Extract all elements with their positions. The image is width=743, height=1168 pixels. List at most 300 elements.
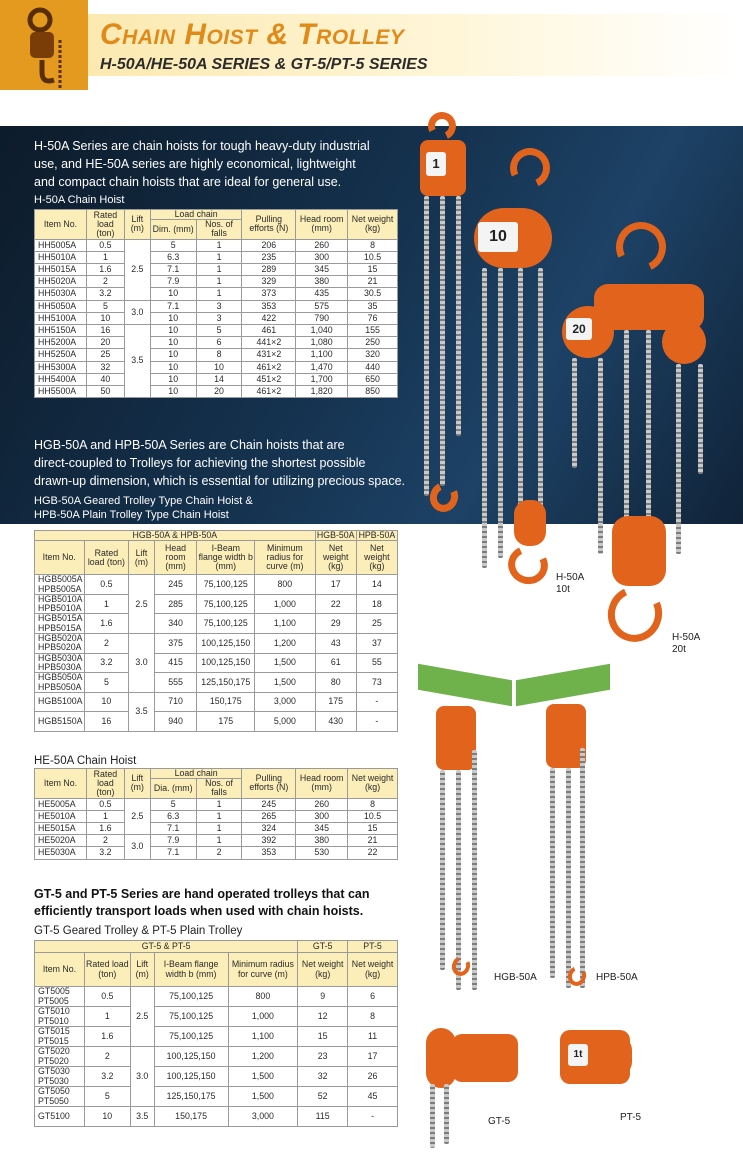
h50a-spec-table: Item No. Rated load (ton) Lift (m) Load chain Pulling efforts (N) Head room (mm) Net weight (kg) Dim. (mm) Nos. of falls HH5005A 0.5 2.5 5 1 206 260 8 HH5010A 1 6.3 1 235 300 10.5 HH5015A 1.6 7.1 1 289 345 15 HH5020A 2 7.9 1 329 380 21 HH5030A 3.2 10 1 373 435 30.5 HH5050A 5 3.0 7.1 3 353 575 35 HH5100A 10 10 3 422 790 76 HH5150A 16 3.5 10 5 461 1,040 155 HH5200A 20 10 6 441×2 1,080 250 HH5250A 25 10 8 431×2 1,100 320 HH5300A 32 10 10 461×2 1,470 440 HH5400A 40 10 14 451×2 1,700 650 HH5500A 50 10 20 461×2 1,820 850 [34, 209, 398, 398]
table-cell: 10 [84, 692, 129, 712]
table-cell: 17 [348, 1047, 398, 1067]
table-cell: 260 [296, 239, 348, 251]
table-cell: 245 [242, 798, 296, 810]
item-no-cell: HH5005A [35, 239, 87, 251]
table-cell: 15 [298, 1027, 348, 1047]
table-cell: 1 [196, 239, 242, 251]
table-cell: 1.6 [86, 264, 124, 276]
hand-chain [550, 768, 555, 978]
item-no-cell: HGB5050A HPB5050A [35, 673, 85, 693]
lift-cell: 2.5 [129, 575, 154, 634]
table-row [35, 373, 398, 385]
hoist-logo [0, 0, 88, 90]
item-no-cell: GT5015 PT5015 [35, 1027, 85, 1047]
table-cell: 10 [150, 385, 196, 397]
table-cell: 10.5 [348, 810, 398, 822]
table-cell: 2 [196, 847, 242, 859]
table-cell: 22 [315, 594, 356, 614]
table-cell: 375 [154, 634, 197, 654]
table-row [35, 264, 398, 276]
table-row [35, 349, 398, 361]
table-cell: 8 [348, 1007, 398, 1027]
table-row [35, 810, 398, 822]
table-cell: 575 [296, 300, 348, 312]
item-no-cell: GT5005 PT5005 [35, 987, 85, 1007]
table-cell: 150,175 [197, 692, 255, 712]
table-row [35, 594, 398, 614]
table-cell: 30.5 [348, 288, 398, 300]
table-cell: 265 [242, 810, 296, 822]
hook-icon [600, 578, 670, 649]
item-no-cell: HE5015A [35, 823, 87, 835]
table-row [35, 1027, 398, 1047]
table-cell: 10 [150, 337, 196, 349]
table-cell: 1 [196, 264, 242, 276]
table-cell: 1 [84, 1007, 130, 1027]
hand-chain [572, 358, 577, 468]
table-cell: 8 [348, 239, 398, 251]
table-cell: 10 [84, 1107, 130, 1127]
table3-caption: HE-50A Chain Hoist [34, 755, 137, 767]
table-cell: 175 [197, 712, 255, 732]
table-cell: 10 [150, 349, 196, 361]
table-cell: 461 [242, 325, 296, 337]
table-cell: 25 [356, 614, 397, 634]
item-no-cell: HGB5100A [35, 692, 85, 712]
table-cell: 235 [242, 251, 296, 263]
table-cell: 175 [315, 692, 356, 712]
hand-chain [498, 268, 503, 558]
table-cell: 18 [356, 594, 397, 614]
table-cell: 75,100,125 [154, 987, 228, 1007]
lift-cell: 3.5 [130, 1107, 154, 1127]
table-cell: 1,820 [296, 385, 348, 397]
table-cell: 1 [196, 276, 242, 288]
table-cell: 45 [348, 1087, 398, 1107]
table-row [35, 673, 398, 693]
item-no-cell: HH5030A [35, 288, 87, 300]
i-beam [516, 664, 610, 707]
load-chain [538, 268, 543, 508]
gt-pt-spec-table: GT-5 & PT-5 GT-5 PT-5 Item No. Rated load (ton) Lift (m) I-Beam flange width b (mm) Minimum radius for curve (m) Net weight (kg) Net weight (kg) GT5005 PT5005 0.5 2.5 75,100,125 800 9 6 GT5010 PT5010 1 75,100,125 1,000 12 8 GT5015 PT5015 1.6 75,100,125 1,100 15 11 GT5020 PT5020 2 3.0 100,125,150 1,200 23 17 GT5030 PT5030 3.2 100,125,150 1,500 32 26 GT5050 PT5050 5 125,150,175 1,500 52 45 GT5100 10 3.5 150,175 3,000 115 - [34, 940, 398, 1127]
item-no-cell: HH5050A [35, 300, 87, 312]
table-cell: 289 [242, 264, 296, 276]
table-cell: 50 [86, 385, 124, 397]
table-row [35, 653, 398, 673]
table-row [35, 1007, 398, 1027]
table-cell: 1,200 [228, 1047, 298, 1067]
table-cell: 1,000 [255, 594, 316, 614]
page-title: Chain Hoist & Trolley [100, 18, 405, 51]
table-cell: 1 [196, 798, 242, 810]
table-cell: 10 [196, 361, 242, 373]
table-cell: 7.1 [150, 264, 196, 276]
table-cell: 6.3 [150, 810, 196, 822]
table-row [35, 337, 398, 349]
hgb-label: HGB-50A [494, 972, 537, 983]
table-cell: 3 [196, 312, 242, 324]
table-cell: 76 [348, 312, 398, 324]
table-cell: 3.2 [84, 653, 129, 673]
table-row [35, 823, 398, 835]
table-row [35, 1087, 398, 1107]
capacity-plate: 20 [566, 318, 592, 340]
page-subtitle: H-50A/HE-50A SERIES & GT-5/PT-5 SERIES [100, 56, 428, 73]
table-cell: 415 [154, 653, 197, 673]
hoist-body [436, 706, 476, 770]
pt5-label: PT-5 [620, 1112, 642, 1123]
load-chain [472, 750, 477, 990]
table-cell: 380 [296, 276, 348, 288]
lift-cell: 3.5 [124, 325, 150, 398]
table-cell: 3 [196, 300, 242, 312]
h50a-10t-label: H-50A 10t [556, 572, 585, 595]
lift-cell: 3.0 [130, 1047, 154, 1107]
table-row [35, 239, 398, 251]
table-row [35, 325, 398, 337]
table-cell: 285 [154, 594, 197, 614]
table-cell: 530 [296, 847, 348, 859]
table-cell: 3,000 [255, 692, 316, 712]
table-cell: 1,700 [296, 373, 348, 385]
h50a-20t-label: H-50A 20t [672, 632, 701, 655]
table-cell: 1,500 [255, 653, 316, 673]
lift-cell: 3.0 [129, 634, 154, 693]
table-cell: 345 [296, 264, 348, 276]
table-cell: 850 [348, 385, 398, 397]
table-row [35, 312, 398, 324]
item-no-cell: HH5200A [35, 337, 87, 349]
item-no-cell: HGB5020A HPB5020A [35, 634, 85, 654]
gt5-label: GT-5 [488, 1116, 511, 1127]
table-cell: - [348, 1107, 398, 1127]
table-cell: 1 [196, 835, 242, 847]
table-cell: 2 [84, 634, 129, 654]
table-cell: 300 [296, 251, 348, 263]
table-row [35, 575, 398, 595]
table-cell: 461×2 [242, 385, 296, 397]
item-no-cell: HE5020A [35, 835, 87, 847]
table-cell: 940 [154, 712, 197, 732]
table-cell: 1,100 [255, 614, 316, 634]
table-cell: 1 [84, 594, 129, 614]
item-no-cell: HH5500A [35, 385, 87, 397]
table-cell: 3,000 [228, 1107, 298, 1127]
item-no-cell: HH5010A [35, 251, 87, 263]
table-cell: 29 [315, 614, 356, 634]
table-cell: 10 [150, 325, 196, 337]
table-cell: 324 [242, 823, 296, 835]
table-cell: 7.9 [150, 835, 196, 847]
hand-chain [676, 364, 681, 554]
table-cell: 10 [86, 312, 124, 324]
table-cell: 0.5 [84, 987, 130, 1007]
table-cell: 10.5 [348, 251, 398, 263]
item-no-cell: HGB5015A HPB5015A [35, 614, 85, 634]
item-no-cell: HGB5030A HPB5030A [35, 653, 85, 673]
load-chain [456, 196, 461, 436]
table-cell: 17 [315, 575, 356, 595]
table-cell: 6 [196, 337, 242, 349]
table-cell: 245 [154, 575, 197, 595]
table-cell: 5 [150, 798, 196, 810]
he50a-spec-table: Item No. Rated load (ton) Lift (m) Load chain Pulling efforts (N) Head room (mm) Net weight (kg) Dia. (mm) Nos. of falls HE5005A 0.5 2.5 5 1 245 260 8 HE5010A 1 6.3 1 265 300 10.5 HE5015A 1.6 7.1 1 324 345 15 HE5020A 2 3.0 7.9 1 392 380 21 HE5030A 3.2 7.1 2 353 530 22 [34, 768, 398, 860]
table-row [35, 847, 398, 859]
hand-chain [566, 768, 571, 988]
table-row [35, 251, 398, 263]
load-chain [624, 330, 629, 520]
item-no-cell: HH5150A [35, 325, 87, 337]
load-chain [580, 748, 585, 988]
lift-cell: 2.5 [124, 798, 150, 835]
bottom-block [612, 516, 666, 586]
table-cell: 1 [196, 823, 242, 835]
table-cell: 22 [348, 847, 398, 859]
table-cell: 20 [196, 385, 242, 397]
table-cell: 75,100,125 [197, 575, 255, 595]
table-cell: 61 [315, 653, 356, 673]
item-no-cell: GT5020 PT5020 [35, 1047, 85, 1067]
table-cell: 115 [298, 1107, 348, 1127]
table-cell: 800 [228, 987, 298, 1007]
hook-icon [449, 954, 473, 979]
table-cell: 5 [86, 300, 124, 312]
load-chain [646, 330, 651, 520]
table-cell: 125,150,175 [197, 673, 255, 693]
table-cell: 10 [150, 361, 196, 373]
table-row [35, 276, 398, 288]
table-cell: 150,175 [154, 1107, 228, 1127]
table-cell: 206 [242, 239, 296, 251]
item-no-cell: HH5400A [35, 373, 87, 385]
table-cell: 12 [298, 1007, 348, 1027]
table-cell: 75,100,125 [154, 1007, 228, 1027]
table-cell: 451×2 [242, 373, 296, 385]
trolley-body [452, 1034, 518, 1082]
hgb-hpb-spec-table: HGB-50A & HPB-50A HGB-50A HPB-50A Item No. Rated load (ton) Lift (m) Head room (mm) I-Beam flange width b (mm) Minimum radius for curve (m) Net weight (kg) Net weight (kg) HGB5005A HPB5005A 0.5 2.5 245 75,100,125 800 17 14 HGB5010A HPB5010A 1 285 75,100,125 1,000 22 18 HGB5015A HPB5015A 1.6 340 75,100,125 1,100 29 25 HGB5020A HPB5020A 2 3.0 375 100,125,150 1,200 43 37 HGB5030A HPB5030A 3.2 415 100,125,150 1,500 61 55 HGB5050A HPB5050A 5 555 125,150,175 1,500 80 73 HGB5100A 10 3.5 710 150,175 3,000 175 - HGB5150A 16 940 175 5,000 430 - [34, 530, 398, 732]
table-cell: 5 [196, 325, 242, 337]
table-row [35, 1047, 398, 1067]
table-cell: 16 [84, 712, 129, 732]
table-cell: 340 [154, 614, 197, 634]
table-cell: 75,100,125 [154, 1027, 228, 1047]
table-cell: 250 [348, 337, 398, 349]
table-cell: 1 [196, 288, 242, 300]
table-cell: 14 [356, 575, 397, 595]
table-cell: 6 [348, 987, 398, 1007]
table-cell: 650 [348, 373, 398, 385]
table-cell: 1 [86, 251, 124, 263]
table-cell: 431×2 [242, 349, 296, 361]
lift-cell: 3.0 [124, 300, 150, 324]
hand-chain [440, 770, 445, 970]
table-cell: 260 [296, 798, 348, 810]
trolley-wheel [604, 1036, 632, 1076]
table-cell: 10 [150, 312, 196, 324]
table-cell: 353 [242, 847, 296, 859]
table-cell: 8 [196, 349, 242, 361]
table-cell: 15 [348, 264, 398, 276]
item-no-cell: GT5010 PT5010 [35, 1007, 85, 1027]
table-cell: 3.2 [86, 847, 124, 859]
table-cell: 16 [86, 325, 124, 337]
table-cell: 6.3 [150, 251, 196, 263]
table-cell: 380 [296, 835, 348, 847]
table-cell: 1 [196, 251, 242, 263]
table-row [35, 987, 398, 1007]
table-cell: 5 [84, 1087, 130, 1107]
table-cell: 155 [348, 325, 398, 337]
h50a-1t-label: H-50A 1t [422, 530, 451, 553]
table-row [35, 835, 398, 847]
hgb-intro: HGB-50A and HPB-50A Series are Chain hoists that are direct-coupled to Trolleys for achieving the shortest possible drawn-up dimension, which is essential for utilizing precious space. [34, 438, 406, 488]
item-no-cell: HH5015A [35, 264, 87, 276]
item-no-cell: HE5010A [35, 810, 87, 822]
item-no-cell: HH5250A [35, 349, 87, 361]
table-cell: 125,150,175 [154, 1087, 228, 1107]
table-cell: 353 [242, 300, 296, 312]
table-row [35, 798, 398, 810]
hand-chain [430, 1084, 435, 1148]
table-cell: 800 [255, 575, 316, 595]
hpb-label: HPB-50A [596, 972, 638, 983]
lift-cell: 2.5 [124, 239, 150, 300]
table-cell: 2 [86, 835, 124, 847]
table-cell: 5 [84, 673, 129, 693]
table-cell: 14 [196, 373, 242, 385]
item-no-cell: GT5050 PT5050 [35, 1087, 85, 1107]
table-cell: 1,000 [228, 1007, 298, 1027]
table-cell: 20 [86, 337, 124, 349]
table-cell: 422 [242, 312, 296, 324]
table-cell: 10 [150, 288, 196, 300]
table-cell: 80 [315, 673, 356, 693]
i-beam [418, 664, 512, 707]
hand-chain [482, 268, 487, 568]
table-cell: 1.6 [86, 823, 124, 835]
table-row [35, 1107, 398, 1127]
table-cell: 1,500 [255, 673, 316, 693]
table-cell: 55 [356, 653, 397, 673]
table-cell: 9 [298, 987, 348, 1007]
table-cell: - [356, 692, 397, 712]
table-cell: 0.5 [86, 239, 124, 251]
table-cell: 461×2 [242, 361, 296, 373]
table-cell: 373 [242, 288, 296, 300]
table-cell: 1,100 [296, 349, 348, 361]
table-cell: 100,125,150 [154, 1067, 228, 1087]
item-no-cell: GT5030 PT5030 [35, 1067, 85, 1087]
table-cell: 11 [348, 1027, 398, 1047]
table-cell: 1,500 [228, 1067, 298, 1087]
table-cell: 43 [315, 634, 356, 654]
hook-icon [0, 0, 88, 90]
table-cell: 2 [84, 1047, 130, 1067]
capacity-plate: 1 [426, 152, 446, 176]
item-no-cell: HH5100A [35, 312, 87, 324]
table-cell: 52 [298, 1087, 348, 1107]
table-cell: 2 [86, 276, 124, 288]
table-cell: 1,500 [228, 1087, 298, 1107]
item-no-cell: HGB5005A HPB5005A [35, 575, 85, 595]
table-cell: 15 [348, 823, 398, 835]
table-cell: 26 [348, 1067, 398, 1087]
table-cell: 8 [348, 798, 398, 810]
table-cell: 329 [242, 276, 296, 288]
table-cell: - [356, 712, 397, 732]
item-no-cell: GT5100 [35, 1107, 85, 1127]
table-row [35, 361, 398, 373]
table-cell: 555 [154, 673, 197, 693]
table-cell: 392 [242, 835, 296, 847]
table-cell: 100,125,150 [197, 634, 255, 654]
capacity-plate: 1t [568, 1044, 588, 1066]
table-cell: 73 [356, 673, 397, 693]
load-chain [518, 268, 523, 508]
table-cell: 40 [86, 373, 124, 385]
hand-chain [444, 1084, 449, 1144]
table-cell: 23 [298, 1047, 348, 1067]
table-row [35, 692, 398, 712]
table-cell: 7.1 [150, 300, 196, 312]
table1-caption: H-50A Chain Hoist [34, 194, 125, 206]
item-no-cell: HE5005A [35, 798, 87, 810]
table-row [35, 614, 398, 634]
lift-cell: 2.5 [130, 987, 154, 1047]
hand-chain [698, 364, 703, 474]
table-cell: 3.2 [84, 1067, 130, 1087]
table-cell: 710 [154, 692, 197, 712]
hand-chain [440, 196, 445, 486]
table-cell: 10 [150, 373, 196, 385]
hoist-gear [662, 320, 706, 364]
table-cell: 1 [196, 810, 242, 822]
table-cell: 441×2 [242, 337, 296, 349]
table-cell: 0.5 [84, 575, 129, 595]
table-cell: 430 [315, 712, 356, 732]
table-cell: 32 [298, 1067, 348, 1087]
table-cell: 320 [348, 349, 398, 361]
hook-icon [503, 540, 554, 589]
table-row [35, 1067, 398, 1087]
table-row [35, 712, 398, 732]
table-cell: 1.6 [84, 614, 129, 634]
table-cell: 75,100,125 [197, 594, 255, 614]
h50a-intro: H-50A Series are chain hoists for tough heavy-duty industrial use, and HE-50A series are highly economical, lightweight and compact chain hoists that are ideal for general use. [34, 139, 370, 189]
table-cell: 25 [86, 349, 124, 361]
table-cell: 1,040 [296, 325, 348, 337]
gt-intro: GT-5 and PT-5 Series are hand operated trolleys that can efficiently transport loads when used with chain hoists. [34, 887, 370, 918]
table2-caption: HGB-50A Geared Trolley Type Chain Hoist & HPB-50A Plain Trolley Type Chain Hoist [34, 495, 253, 521]
table-cell: 5,000 [255, 712, 316, 732]
table-row [35, 385, 398, 397]
page-header [0, 0, 743, 90]
table-cell: 300 [296, 810, 348, 822]
hand-chain [598, 358, 603, 554]
table-cell: 5 [150, 239, 196, 251]
table-cell: 100,125,150 [197, 653, 255, 673]
lift-cell: 3.5 [129, 692, 154, 731]
table-row [35, 634, 398, 654]
table-cell: 3.2 [86, 288, 124, 300]
item-no-cell: HGB5010A HPB5010A [35, 594, 85, 614]
table-cell: 75,100,125 [197, 614, 255, 634]
table-cell: 21 [348, 276, 398, 288]
table-cell: 37 [356, 634, 397, 654]
table-cell: 1,470 [296, 361, 348, 373]
item-no-cell: HGB5150A [35, 712, 85, 732]
table-cell: 1,200 [255, 634, 316, 654]
